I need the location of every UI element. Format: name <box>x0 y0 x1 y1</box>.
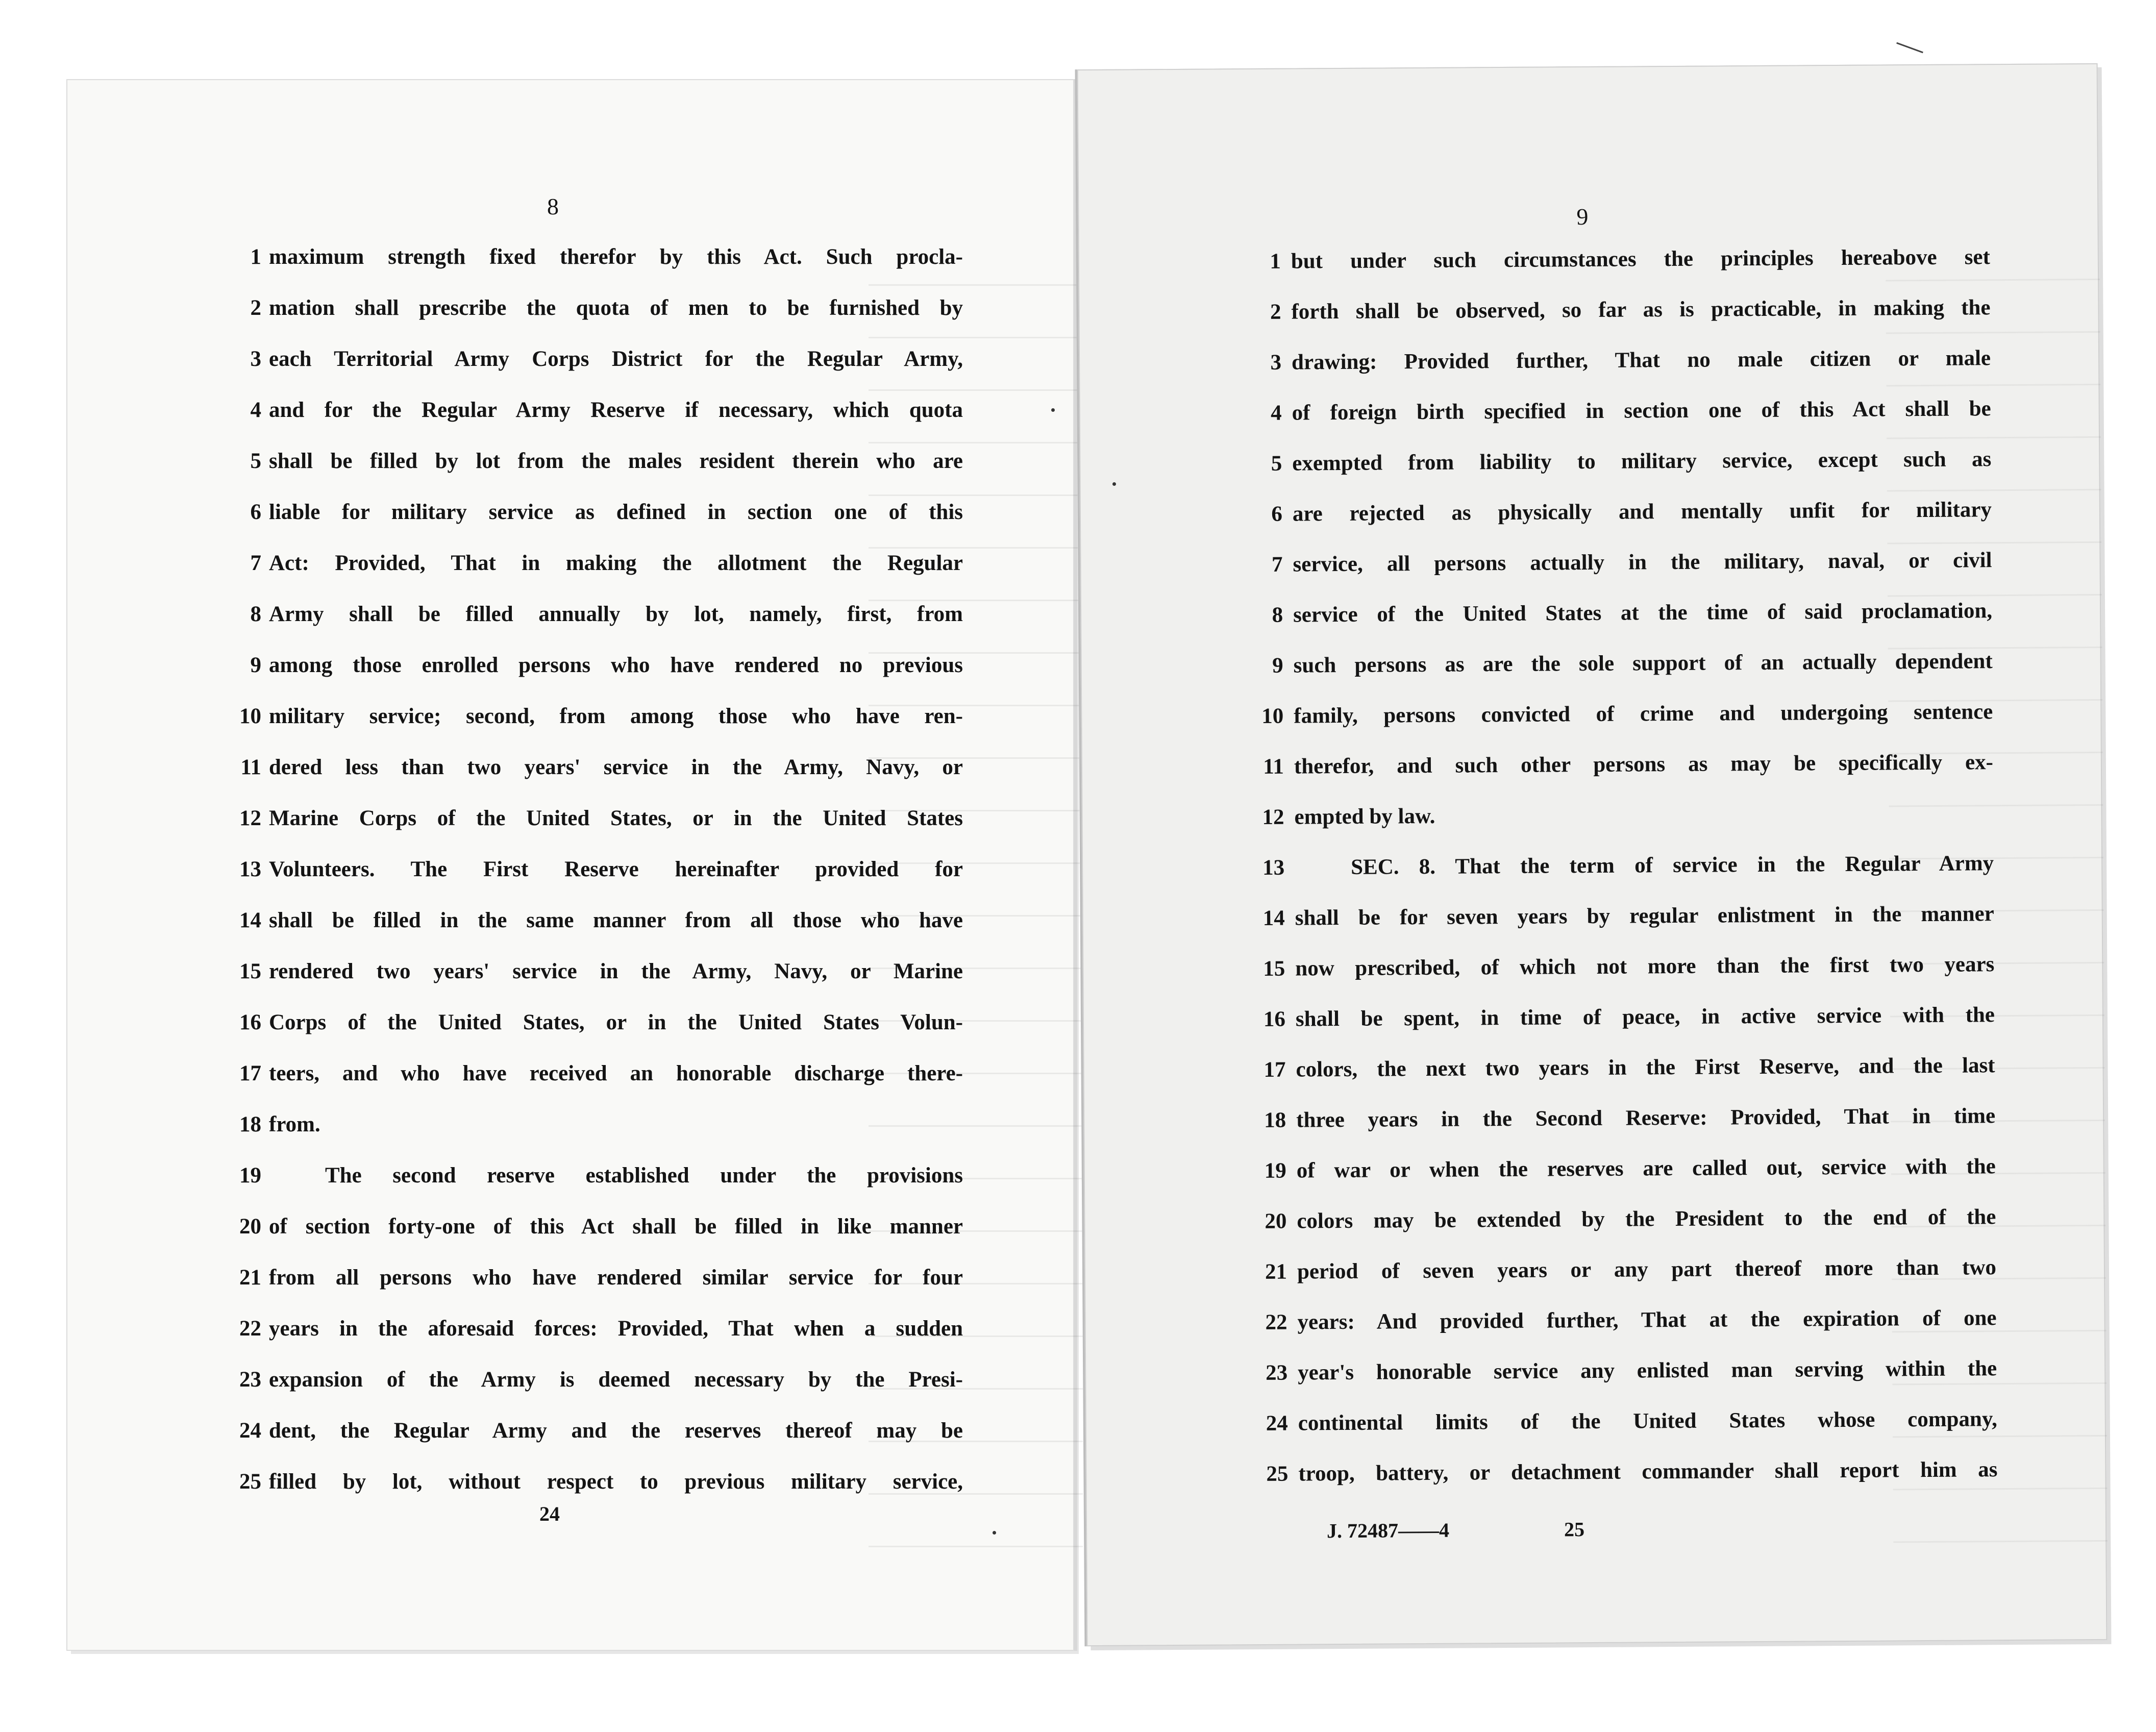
line-number: 22 <box>239 1317 261 1341</box>
line-number: 23 <box>1266 1360 1288 1385</box>
line-number: 1 <box>1270 249 1281 274</box>
line-number: 6 <box>250 500 261 524</box>
text-line: filled by lot, without respect to previous military service, <box>269 1470 963 1494</box>
text-line: each Territorial Army Corps District for the Regular Army, <box>269 347 963 371</box>
line-number: 5 <box>250 449 261 473</box>
line-number: 20 <box>1265 1209 1287 1233</box>
text-line: years in the aforesaid forces: Provided, That when a sudden <box>269 1317 963 1341</box>
line-number: 24 <box>239 1419 261 1443</box>
line-number: 1 <box>250 245 261 269</box>
line-number: 14 <box>239 908 261 932</box>
page-number: 8 <box>547 193 559 219</box>
show-through-line <box>1893 1542 2108 1581</box>
line-number: 12 <box>1262 805 1284 829</box>
line-number: 8 <box>1272 603 1283 627</box>
line-number: 15 <box>1263 956 1285 981</box>
line-number: 11 <box>240 755 261 779</box>
page-speck <box>1051 408 1055 412</box>
line-number: 21 <box>1265 1259 1287 1284</box>
text-line: Act: Provided, That in making the allotment the Regular <box>269 551 963 575</box>
text-line: exempted from liability to military service, except such as <box>1292 447 1992 476</box>
text-line: SEC. 8. That the term of service in the Regular Army <box>1350 851 1994 879</box>
text-line: empted by law. <box>1294 804 1435 829</box>
show-through-line <box>869 1495 1083 1547</box>
text-line: period of seven years or any part thereof more than two <box>1297 1255 1997 1284</box>
line-number: 19 <box>1264 1158 1286 1183</box>
line-number: 17 <box>239 1061 261 1085</box>
text-block <box>1078 64 2097 1486</box>
signature-mark: 24 <box>539 1502 560 1525</box>
line-number: 10 <box>1261 704 1284 728</box>
line-number: 10 <box>239 704 261 728</box>
text-line: dent, the Regular Army and the reserves thereof may be <box>269 1419 963 1443</box>
line-number: 18 <box>239 1112 261 1136</box>
page-speck <box>1112 482 1116 486</box>
line-number: 2 <box>1270 300 1281 324</box>
text-line: now prescribed, of which not more than the first two years <box>1295 952 1995 981</box>
page-number: 9 <box>1576 204 1589 230</box>
line-number: 7 <box>1271 552 1283 577</box>
text-line: shall be for seven years by regular enlistment in the manner <box>1295 902 1994 930</box>
text-line: Marine Corps of the United States, or in the United States <box>269 806 963 830</box>
text-line: service of the United States at the time of said proclamation, <box>1293 599 1993 627</box>
text-line: three years in the Second Reserve: Provided, That in time <box>1296 1104 1996 1132</box>
line-number: 18 <box>1264 1108 1286 1132</box>
text-line: of section forty-one of this Act shall be filled in like manner <box>269 1215 963 1239</box>
line-number: 5 <box>1271 451 1282 476</box>
line-number: 24 <box>1266 1411 1288 1436</box>
line-number: 12 <box>239 806 261 830</box>
line-number: 23 <box>239 1368 261 1392</box>
text-line: troop, battery, or detachment commander shall report him as <box>1298 1457 1998 1486</box>
line-number: 19 <box>239 1164 261 1187</box>
line-number: 3 <box>1270 350 1282 375</box>
text-line: from. <box>269 1112 320 1136</box>
text-line: shall be filled by lot from the males resident therein who are <box>269 449 963 473</box>
line-number: 6 <box>1271 502 1283 526</box>
line-number: 13 <box>1262 855 1285 880</box>
line-number: 4 <box>250 398 261 422</box>
line-number: 8 <box>250 602 261 626</box>
line-number: 2 <box>250 296 261 320</box>
text-line: liable for military service as defined in section one of this <box>269 500 963 524</box>
text-line: military service; second, from among those who have ren- <box>269 704 963 728</box>
line-number: 14 <box>1262 906 1285 930</box>
text-line: maximum strength fixed therefor by this Act. Such procla- <box>269 245 963 269</box>
line-number: 21 <box>239 1266 261 1290</box>
text-line: and for the Regular Army Reserve if necessary, which quota <box>269 398 963 422</box>
line-number: 25 <box>1266 1462 1288 1486</box>
text-line: continental limits of the United States whose company, <box>1298 1407 1997 1436</box>
text-line: Corps of the United States, or in the United States Volun- <box>269 1010 963 1034</box>
pencil-mark <box>1896 42 1923 54</box>
text-line: rendered two years' service in the Army, Navy, or Marine <box>269 959 963 983</box>
text-line: therefor, and such other persons as may be specifically ex- <box>1294 750 1994 779</box>
text-line: year's honorable service any enlisted man serving within the <box>1298 1356 1997 1385</box>
text-line: colors may be extended by the President to the end of the <box>1297 1205 1996 1233</box>
line-number: 20 <box>239 1215 261 1239</box>
line-number: 3 <box>250 347 261 371</box>
right-page <box>1077 63 2108 1646</box>
text-line: The second reserve established under the provisions <box>325 1164 963 1187</box>
page-speck <box>993 1531 996 1535</box>
text-line: but under such circumstances the principles hereabove set <box>1291 245 1991 274</box>
line-number: 9 <box>1272 653 1283 678</box>
line-number: 15 <box>239 959 261 983</box>
text-line: are rejected as physically and mentally unfit for military <box>1292 498 1992 526</box>
line-number: 17 <box>1263 1057 1286 1082</box>
text-line: Volunteers. The First Reserve hereinafter provided for <box>269 857 963 881</box>
line-number: 16 <box>1263 1007 1286 1031</box>
text-line: family, persons convicted of crime and undergoing sentence <box>1294 700 1993 728</box>
signature-code: J. 72487——4 <box>1326 1518 1450 1543</box>
line-number: 9 <box>250 653 261 677</box>
text-line: of war or when the reserves are called out, service with the <box>1296 1154 1996 1183</box>
text-line: from all persons who have rendered similar service for four <box>269 1266 963 1290</box>
line-number: 4 <box>1271 401 1282 425</box>
line-number: 22 <box>1265 1310 1287 1334</box>
text-line: Army shall be filled annually by lot, namely, first, from <box>269 602 963 626</box>
text-line: shall be filled in the same manner from all those who have <box>269 908 963 932</box>
text-line: among those enrolled persons who have rendered no previous <box>269 653 963 677</box>
text-line: mation shall prescribe the quota of men to be furnished by <box>269 296 963 320</box>
line-number: 11 <box>1263 754 1284 779</box>
text-line: service, all persons actually in the military, naval, or civil <box>1293 548 1992 577</box>
line-number: 16 <box>239 1010 261 1034</box>
line-number: 13 <box>239 857 261 881</box>
left-page <box>66 79 1074 1651</box>
text-line: dered less than two years' service in the Army, Navy, or <box>269 755 963 779</box>
text-line: teers, and who have received an honorable discharge there- <box>269 1061 963 1085</box>
show-through-line <box>1893 1489 2108 1543</box>
text-line: shall be spent, in time of peace, in active service with the <box>1295 1003 1995 1031</box>
text-line: colors, the next two years in the First Reserve, and the last <box>1296 1053 1995 1082</box>
text-line: such persons as are the sole support of an actually dependent <box>1293 649 1993 678</box>
text-line: years: And provided further, That at the expiration of one <box>1297 1306 1997 1334</box>
text-line: drawing: Provided further, That no male citizen or male <box>1291 346 1991 375</box>
text-line: forth shall be observed, so far as is practicable, in making the <box>1291 295 1991 324</box>
line-number: 7 <box>250 551 261 575</box>
text-line: of foreign birth specified in section one of this Act shall be <box>1292 397 1991 425</box>
text-line: expansion of the Army is deemed necessary by the Presi- <box>269 1368 963 1392</box>
signature-mark: 25 <box>1564 1518 1585 1541</box>
line-number: 25 <box>239 1470 261 1494</box>
show-through-line <box>869 1547 1083 1586</box>
